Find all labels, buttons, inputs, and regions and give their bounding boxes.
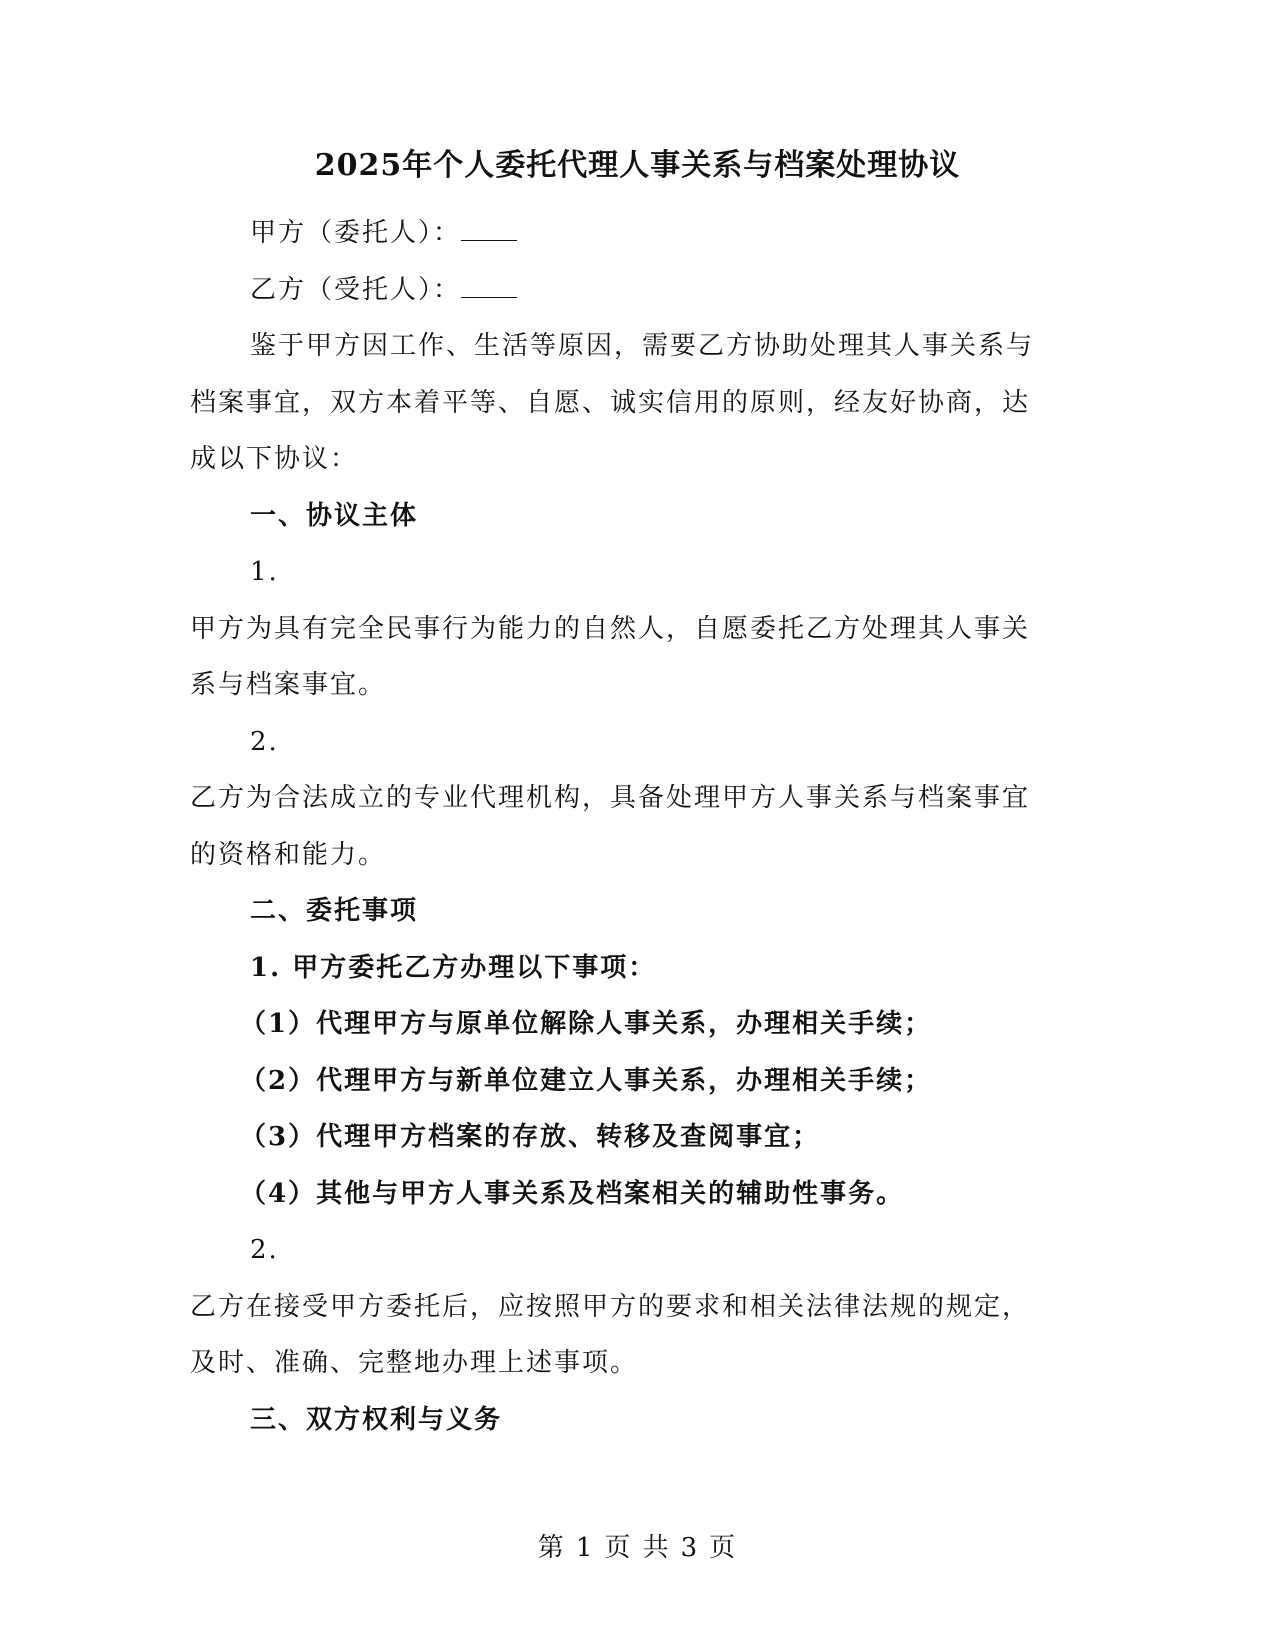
section-1-item-1-line-1: 甲方为具有完全民事行为能力的自然人，自愿委托乙方处理其人事关 [190,613,1031,644]
section-1-heading: 一、协议主体 [250,500,419,531]
section-2-heading: 二、委托事项 [250,896,419,926]
party-a-label: 甲方（委托人）： [250,218,462,248]
footer-suffix: 页 [709,1533,738,1563]
footer-mid: 页 共 [604,1533,671,1563]
party-a-line [190,205,1070,262]
section-2-subitem-2: （2）代理甲方与新单位建立人事关系，办理相关手续； [240,1065,933,1096]
section-3-heading: 三、双方权利与义务 [250,1404,503,1435]
section-1-item-1-line-2: 系与档案事宜。 [190,670,387,700]
footer-current-page: 1 [575,1533,595,1563]
footer-total-pages: 3 [680,1533,700,1563]
party-b-label: 乙方（受托人）： [250,274,462,305]
party-b-blank [461,277,517,298]
section-1-item-2-line-2: 的资格和能力。 [190,839,387,870]
section-2-item-2-number: 2. [250,1235,279,1265]
section-1-item-2-number: 2. [250,726,279,757]
footer-prefix: 第 [537,1533,566,1563]
page-footer [0,1528,1275,1568]
document-body [190,205,1070,1448]
section-2-subitem-3: （3）代理甲方档案的存放、转移及查阅事宜； [240,1122,821,1152]
section-1-item-1-number: 1. [250,557,279,587]
section-2-subitem-4: （4）其他与甲方人事关系及档案相关的辅助性事务。 [240,1178,905,1209]
section-2-item-2-line-1: 乙方在接受甲方委托后，应按照甲方的要求和相关法律法规的规定， [190,1291,1031,1322]
section-2-subitem-1: （1）代理甲方与原单位解除人事关系，办理相关手续； [240,1009,933,1039]
intro-line-1: 鉴于甲方因工作、生活等原因，需要乙方协助处理其人事关系与 [250,331,1035,361]
party-a-blank [461,220,517,241]
document-title: 2025年个人委托代理人事关系与档案处理协议 [314,148,961,183]
intro-line-3: 成以下协议： [190,444,359,474]
party-b-line [190,262,1070,319]
intro-line-2: 档案事宜，双方本着平等、自愿、诚实信用的原则，经友好协商，达 [190,387,1031,418]
section-1-item-2-line-1: 乙方为合法成立的专业代理机构，具备处理甲方人事关系与档案事宜 [190,783,1031,813]
section-2-item-2-line-2: 及时、准确、完整地办理上述事项。 [190,1348,639,1378]
section-2-item-1-heading: 1. 甲方委托乙方办理以下事项： [250,952,657,983]
